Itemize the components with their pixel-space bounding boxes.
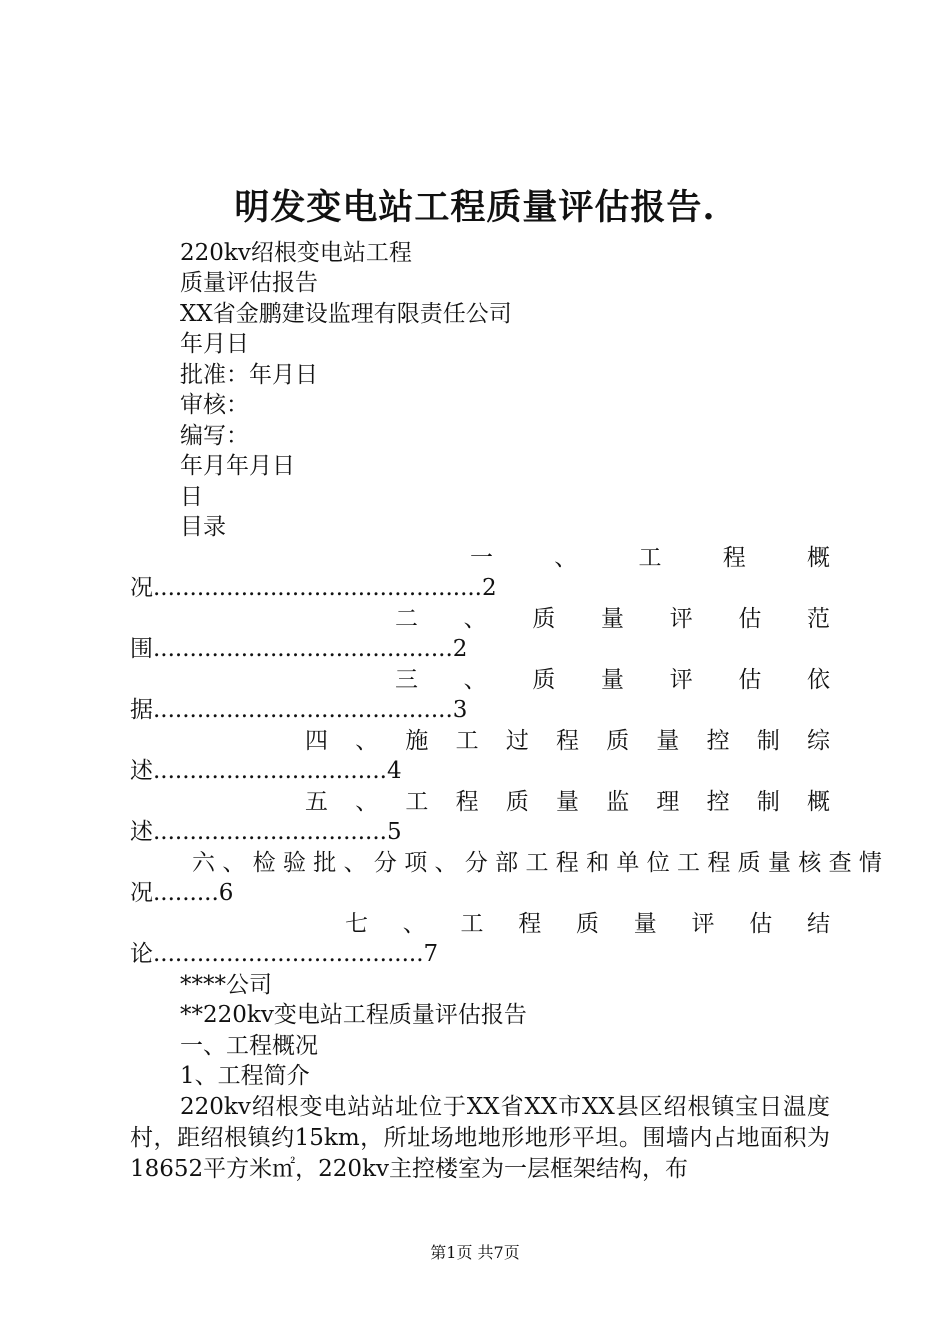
toc-entry-5-tail[interactable]: 述................................5 (130, 819, 402, 845)
toc-entry-6-tail[interactable]: 况.........6 (130, 880, 234, 906)
subsection-1-heading: 1、工程简介 (180, 1063, 310, 1089)
date-line: 年月日 (180, 331, 249, 357)
toc-entry-1-head[interactable]: 一 、 工 程 概 (470, 545, 830, 571)
approval-line: 批准：年月日 (180, 362, 318, 388)
document-title: 明发变电站工程质量评估报告. (234, 187, 716, 228)
project-intro-paragraph: 220kv绍根变电站站址位于XX省XX市XX县区绍根镇宝日温度村，距绍根镇约15km，所址场地地形地形平坦。围墙内占地面积为18652平方米㎡，220kv主控楼室为一层框架结构，布 (130, 1094, 830, 1182)
toc-entry-3-head[interactable]: 三 、 质 量 评 估 依 (395, 667, 831, 693)
toc-entry-6-head[interactable]: 六 、 检 验 批 、 分 项 、 分 部 工 程 和 单 位 工 程 质 量 核 查 情 (192, 850, 882, 876)
toc-entry-7-head[interactable]: 七 、 工 程 质 量 评 估 结 (345, 911, 830, 937)
day-line: 日 (180, 484, 203, 510)
toc-entry-4-tail[interactable]: 述................................4 (130, 758, 402, 784)
toc-entry-2-tail[interactable]: 围.........................................2 (130, 636, 468, 662)
company-header: ****公司 (180, 972, 272, 998)
author-line: 编写： (180, 423, 249, 449)
toc-entry-4-head[interactable]: 四 、 施 工 过 程 质 量 控 制 综 (305, 728, 831, 754)
toc-entry-5-head[interactable]: 五 、 工 程 质 量 监 理 控 制 概 (305, 789, 831, 815)
report-heading: **220kv变电站工程质量评估报告 (180, 1002, 527, 1028)
date-pair-line: 年月年月日 (180, 453, 295, 479)
toc-entry-2-head[interactable]: 二 、 质 量 评 估 范 (395, 606, 831, 632)
report-subtitle: 质量评估报告 (180, 270, 318, 296)
review-line: 审核： (180, 392, 249, 418)
toc-heading: 目录 (180, 514, 226, 540)
toc-entry-3-tail[interactable]: 据.........................................3 (130, 697, 468, 723)
section-1-heading: 一、工程概况 (180, 1033, 318, 1059)
project-name: 220kv绍根变电站工程 (180, 240, 412, 266)
toc-entry-1-tail[interactable]: 况.............................................2 (130, 575, 497, 601)
page-footer: 第1页 共7页 (430, 1243, 520, 1262)
toc-entry-7-tail[interactable]: 论.....................................7 (130, 941, 439, 967)
company-name: XX省金鹏建设监理有限责任公司 (180, 301, 512, 327)
